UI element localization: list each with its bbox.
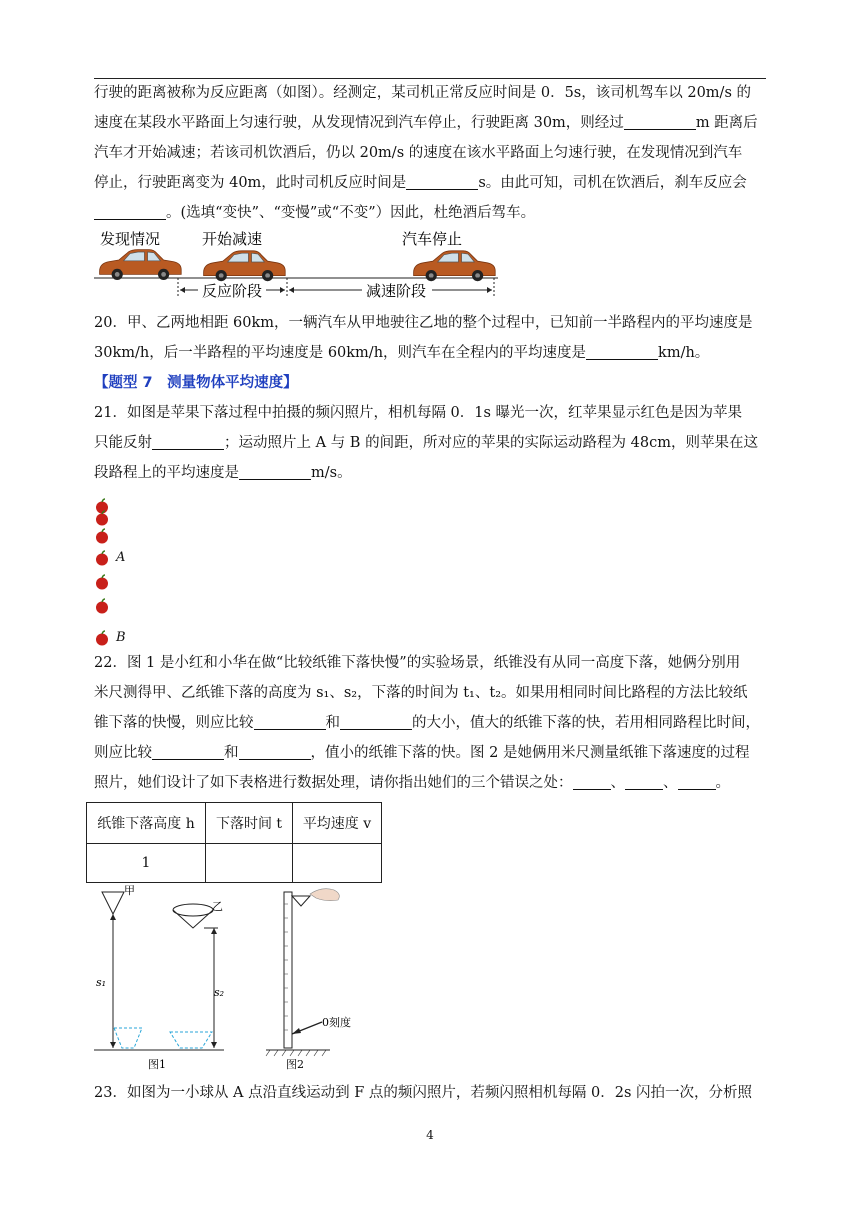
answer-blank[interactable]	[573, 773, 611, 790]
table-header: 平均速度 v	[293, 803, 382, 844]
stage-decel: 减速阶段	[366, 282, 427, 300]
table-cell	[293, 844, 382, 883]
label-stop: 汽车停止	[402, 230, 463, 248]
data-table	[86, 802, 382, 883]
page-number: 4	[426, 1128, 434, 1142]
car-1	[100, 250, 182, 280]
q19-line-1: 行驶的距离被称为反应距离（如图）。经测定，某司机正常反应时间是 0．5s，该司机驾车以 20m/s 的	[94, 85, 751, 101]
q19-line-3: 汽车才开始减速；若该司机饮酒后，仍以 20m/s 的速度在该水平路面上匀速行驶，在发现情况到汽车	[94, 145, 743, 161]
label-zero: 0刻度	[322, 1016, 351, 1029]
answer-blank[interactable]	[254, 713, 326, 730]
apple-icon	[94, 630, 110, 646]
table-header: 纸锥下落高度 h	[87, 803, 206, 844]
q22-line-1: 22．图 1 是小红和小华在做“比较纸锥下落快慢”的实验场景，纸锥没有从同一高度下落，她俩分别用	[94, 655, 741, 671]
fig1-caption: 图1	[148, 1058, 166, 1071]
answer-blank[interactable]	[340, 713, 412, 730]
label-found: 发现情况	[100, 230, 161, 248]
q22-line-3: 锥下落的快慢，则应比较 和 的大小，值大的纸锥下落的快，若用相同路程比时间，	[94, 715, 760, 731]
q23-line-1: 23．如图为一小球从 A 点沿直线运动到 F 点的频闪照片，若频闪照相机每隔 0．2s 闪拍一次，分析照	[94, 1085, 753, 1101]
car-3	[414, 251, 496, 281]
apple-icon	[94, 574, 110, 590]
q19-line-2: 速度在某段水平路面上匀速行驶，从发现情况到汽车停止，行驶距离 30m，则经过 m 距离后	[94, 115, 758, 131]
fig2-caption: 图2	[286, 1058, 304, 1071]
label-a: A	[116, 550, 126, 565]
q19-line-5: 。(选填“变快”、“变慢”或“不变”）因此，杜绝酒后驾车。	[94, 198, 770, 228]
table-cell	[206, 844, 293, 883]
car-2	[204, 251, 286, 281]
answer-blank[interactable]	[239, 743, 311, 760]
answer-blank[interactable]	[624, 113, 696, 130]
q19-line-4: 停止，行驶距离变为 40m，此时司机反应时间是 s。由此可知，司机在饮酒后，刹车反应会	[94, 175, 747, 191]
q22-line-2: 米尺测得甲、乙纸锥下落的高度为 s₁、s₂，下落的时间为 t₁、t₂。如果用相同时间比路程的方法比较纸	[94, 685, 748, 701]
q21-line-2: 只能反射 ；运动照片上 A 与 B 的间距，所对应的苹果的实际运动路程为 48cm，则苹果在这	[94, 435, 758, 451]
apple-strobe-figure	[94, 498, 154, 650]
q22-line-5: 照片，她们设计了如下表格进行数据处理，请你指出她们的三个错误之处： 、 、 。	[94, 775, 730, 791]
label-s2: s₂	[214, 986, 225, 999]
answer-blank[interactable]	[152, 433, 224, 450]
apple-icon	[94, 528, 110, 544]
label-b: B	[116, 630, 126, 645]
q21-line-3: 段路程上的平均速度是 m/s。	[94, 465, 352, 481]
reaction-distance-figure	[94, 228, 504, 304]
answer-blank[interactable]	[586, 343, 658, 360]
label-jia: 甲	[124, 884, 135, 897]
apple-icon	[94, 598, 110, 614]
apple-icon	[94, 550, 110, 566]
q20-line-2: 30km/h，后一半路程的平均速度是 60km/h，则汽车在全程内的平均速度是 km/h。	[94, 345, 710, 361]
label-brake: 开始减速	[202, 230, 263, 248]
q21-line-1: 21．如图是苹果下落过程中拍摄的频闪照片，相机每隔 0．1s 曝光一次，红苹果显示红色是因为苹果	[94, 405, 743, 421]
section-title: 【题型 7 测量物体平均速度】	[94, 375, 298, 391]
table-cell: 1	[87, 844, 206, 883]
paper-cone-figure	[94, 884, 354, 1074]
q22-line-4: 则应比较 和 ，值小的纸锥下落的快。图 2 是她俩用米尺测量纸锥下落速度的过程	[94, 745, 750, 761]
answer-blank[interactable]	[239, 463, 311, 480]
answer-blank[interactable]	[94, 203, 166, 220]
answer-blank[interactable]	[678, 773, 716, 790]
answer-blank[interactable]	[152, 743, 224, 760]
q20-line-1: 20．甲、乙两地相距 60km，一辆汽车从甲地驶往乙地的整个过程中，已知前一半路程内的平均速度是	[94, 315, 753, 331]
label-yi: 乙	[212, 900, 223, 913]
label-s1: s₁	[96, 976, 107, 989]
stage-reaction: 反应阶段	[202, 282, 263, 300]
answer-blank[interactable]	[406, 173, 478, 190]
table-header: 下落时间 t	[206, 803, 293, 844]
apple-icon	[94, 510, 110, 526]
answer-blank[interactable]	[625, 773, 663, 790]
